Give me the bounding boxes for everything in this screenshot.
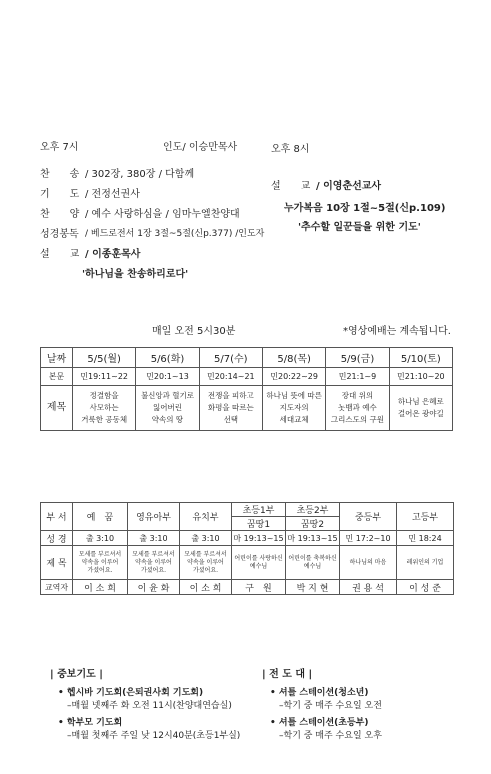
evangelism-item-detail: –학기 중 매주 수요일 오후 bbox=[279, 731, 382, 741]
sermon-preacher: / 이종훈목사 bbox=[85, 249, 141, 260]
school-teacher: 이 성 준 bbox=[397, 580, 454, 595]
dawn-date: 5/7(수) bbox=[199, 348, 262, 368]
school-dept: 영유아부 bbox=[128, 503, 180, 531]
sermon-8pm-preacher: / 이영춘선교사 bbox=[316, 181, 382, 192]
school-bible: 민 18:24 bbox=[397, 531, 454, 546]
dawn-note: *영상예배는 계속됩니다. bbox=[343, 326, 451, 337]
evangelism-item-title: • 셔틀 스테이션(청소년) bbox=[270, 688, 369, 698]
school-subdept: 꿈땅1 bbox=[232, 517, 286, 531]
school-dept: 예 꿈 bbox=[73, 503, 128, 531]
dawn-date: 5/6(화) bbox=[136, 348, 199, 368]
dawn-head-date: 날짜 bbox=[41, 348, 73, 368]
dawn-date-row bbox=[41, 348, 453, 368]
school-head-dept: 부 서 bbox=[41, 503, 73, 531]
school-dept-row bbox=[41, 503, 454, 517]
school-teacher-row bbox=[41, 580, 454, 595]
sermon-8pm-title: '추수할 일꾼들을 위한 기도' bbox=[298, 222, 421, 233]
school-title: 어린이를 축복하신 예수님 bbox=[286, 546, 340, 580]
school-bible: 출 3:10 bbox=[128, 531, 180, 546]
dawn-table bbox=[40, 347, 453, 431]
school-title: 하나님의 마음 bbox=[340, 546, 397, 580]
prayer-item-detail: –매월 첫째주 주일 낮 12시40분(초등1부실) bbox=[67, 731, 241, 741]
school-bible: 출 3:10 bbox=[73, 531, 128, 546]
dawn-date: 5/8(목) bbox=[262, 348, 325, 368]
school-dept: 중등부 bbox=[340, 503, 397, 531]
school-table bbox=[40, 502, 454, 595]
scripture-label: 성경봉독 bbox=[40, 229, 79, 240]
school-teacher: 박 지 현 bbox=[286, 580, 340, 595]
hymn-value: / 302장, 380장 / 다함께 bbox=[85, 169, 195, 180]
evangelism-item-title: • 셔틀 스테이션(초등부) bbox=[270, 718, 369, 728]
school-bible: 민 17:2~10 bbox=[340, 531, 397, 546]
dawn-date: 5/10(토) bbox=[389, 348, 452, 368]
school-bible-row bbox=[41, 531, 454, 546]
praise-value: / 예수 사랑하심을 / 임마누엘찬양대 bbox=[85, 209, 240, 220]
school-bible: 마 19:13~15 bbox=[286, 531, 340, 546]
school-head-teacher: 교역자 bbox=[41, 580, 73, 595]
school-bible: 마 19:13~15 bbox=[232, 531, 286, 546]
school-subdept: 꿈땅2 bbox=[286, 517, 340, 531]
school-teacher: 구 원 bbox=[232, 580, 286, 595]
school-head-title: 제 목 bbox=[41, 546, 73, 580]
prayer-item-title: • 헵시바 기도회(은퇴권사회 기도회) bbox=[58, 688, 204, 698]
dawn-text: 민20:14~21 bbox=[199, 368, 262, 386]
dawn-title: 하나님 은혜로 걸어온 광야길 bbox=[389, 386, 452, 431]
dawn-text: 민21:10~20 bbox=[389, 368, 452, 386]
school-dept: 초등2부 bbox=[286, 503, 340, 517]
hymn-label: 찬 송 bbox=[40, 169, 80, 180]
dawn-text: 민20:1~13 bbox=[136, 368, 199, 386]
school-bible: 출 3:10 bbox=[180, 531, 232, 546]
evangelism-item-detail: –학기 중 매주 수요일 오전 bbox=[279, 701, 382, 711]
praise-label: 찬 양 bbox=[40, 209, 80, 220]
dawn-date: 5/5(월) bbox=[73, 348, 136, 368]
scripture-value: / 베드로전서 1장 3절~5절(신p.377) /인도자 bbox=[85, 229, 265, 239]
school-title: 레위인의 기업 bbox=[397, 546, 454, 580]
dawn-date: 5/9(금) bbox=[326, 348, 389, 368]
school-teacher: 이 윤 화 bbox=[128, 580, 180, 595]
dawn-title: 불신앙과 혈기로 잃어버린 약속의 땅 bbox=[136, 386, 199, 431]
school-dept: 고등부 bbox=[397, 503, 454, 531]
school-teacher: 이 소 희 bbox=[180, 580, 232, 595]
dawn-title: 전쟁을 피하고 화평을 따르는 선택 bbox=[199, 386, 262, 431]
school-teacher: 이 소 희 bbox=[73, 580, 128, 595]
service-7pm-leader: 인도/ 이승만목사 bbox=[163, 142, 238, 153]
evangelism-heading: | 전 도 대 | bbox=[262, 669, 313, 680]
school-title: 모세를 부르셔서 약속을 이루어 가셨어요. bbox=[128, 546, 180, 580]
prayer-heading: | 중보기도 | bbox=[50, 669, 103, 680]
dawn-head-title: 제목 bbox=[41, 386, 73, 431]
prayer-item-detail: –매월 넷째주 화 오전 11시(찬양대연습실) bbox=[67, 701, 232, 711]
dawn-title-row bbox=[41, 386, 453, 431]
dawn-title: 하나님 뜻에 따른 지도자의 세대교체 bbox=[262, 386, 325, 431]
sermon-label: 설 교 bbox=[40, 249, 80, 260]
service-8pm-time: 오후 8시 bbox=[271, 144, 310, 155]
school-teacher: 권 용 석 bbox=[340, 580, 397, 595]
school-dept: 초등1부 bbox=[232, 503, 286, 517]
service-7pm-time: 오후 7시 bbox=[40, 142, 79, 153]
dawn-text: 민21:1~9 bbox=[326, 368, 389, 386]
school-title-row bbox=[41, 546, 454, 580]
prayer-label: 기 도 bbox=[40, 189, 80, 200]
dawn-text: 민20:22~29 bbox=[262, 368, 325, 386]
dawn-time: 매일 오전 5시30분 bbox=[152, 326, 236, 337]
school-title: 어린이를 사랑하신 예수님 bbox=[232, 546, 286, 580]
prayer-item-title: • 학부모 기도회 bbox=[58, 718, 123, 728]
school-title: 모세를 부르셔서 약속을 이루어 가셨어요. bbox=[180, 546, 232, 580]
dawn-title: 장대 위의 놋뱀과 예수 그리스도의 구원 bbox=[326, 386, 389, 431]
dawn-text-row bbox=[41, 368, 453, 386]
dawn-title: 정결함을 사모하는 거룩한 공동체 bbox=[73, 386, 136, 431]
sermon-8pm-scripture: 누가복음 10장 1절~5절(신p.109) bbox=[284, 203, 446, 214]
school-head-bible: 성 경 bbox=[41, 531, 73, 546]
dawn-head-text: 본문 bbox=[41, 368, 73, 386]
dawn-text: 민19:11~22 bbox=[73, 368, 136, 386]
school-title: 모세를 부르셔서 약속을 이루어 가셨어요. bbox=[73, 546, 128, 580]
sermon-title: '하나님을 찬송하리로다' bbox=[82, 269, 189, 280]
school-dept: 유치부 bbox=[180, 503, 232, 531]
prayer-value: / 전정선권사 bbox=[85, 189, 140, 200]
sermon-8pm-label: 설 교 bbox=[271, 181, 311, 192]
